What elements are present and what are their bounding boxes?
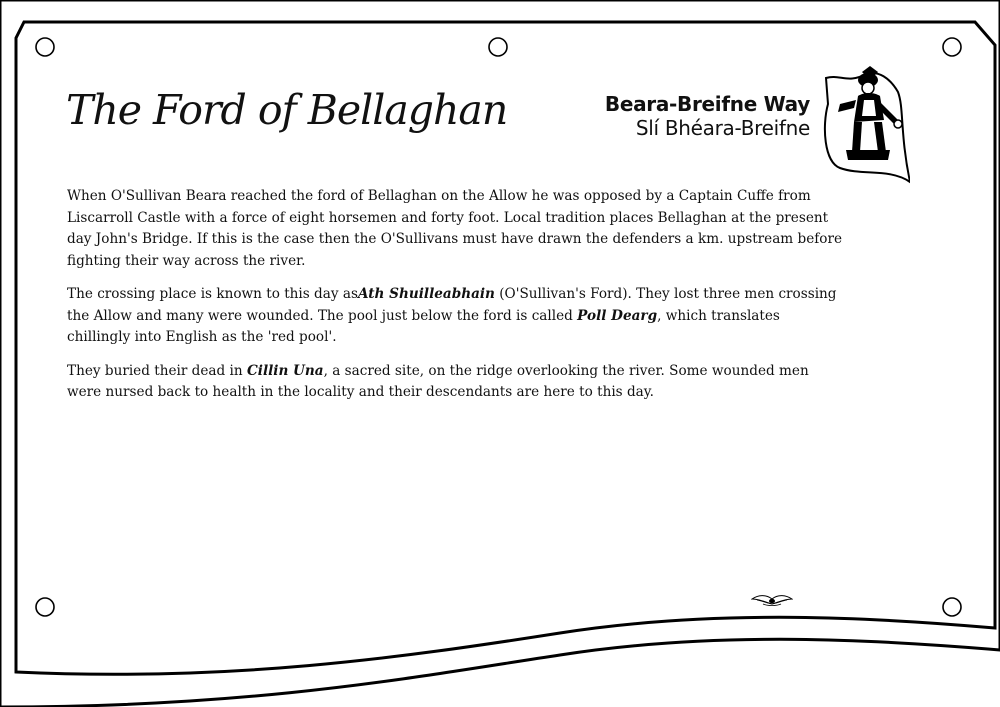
mounting-hole-icon — [943, 38, 961, 56]
paragraph-text: , which translates chillingly into English as the 'red pool'. — [67, 307, 780, 345]
paragraph-2 — [67, 284, 847, 349]
mounting-hole-icon — [36, 598, 54, 616]
brand-name-english: Beara-Breifne Way — [604, 92, 810, 116]
mounting-hole-icon — [36, 38, 54, 56]
paragraph-text: (O'Sullivan's Ford). They lost three men crossing the Allow and many were wounded. The pool just below the ford is called — [67, 286, 837, 324]
place-name-emphasis: Cillin Una — [246, 362, 324, 379]
paragraph-text: , a sacred site, on the ridge overlooking the river. Some wounded men were nursed back to health in the locality and their descendants are here to this day. — [67, 362, 809, 400]
winged-ornament-icon — [751, 592, 793, 608]
place-name-emphasis: Poll Dearg — [577, 307, 658, 324]
place-name-emphasis: Ath Shuilleabhain — [357, 286, 495, 302]
paragraph-1 — [67, 186, 847, 272]
sign-text — [67, 186, 847, 416]
soldier-emblem-icon — [818, 64, 910, 184]
mounting-hole-icon — [943, 598, 961, 616]
paragraph-text: When O'Sullivan Beara reached the ford of Bellaghan on the Allow he was opposed by a Captain Cuffe from Liscarroll Castle with a force of eight horsemen and forty foot. Local tradition places Bellaghan at the present day John's Bridge. If this is the case then the O'Sullivans must have drawn the defenders a km. upstream before fighting their way across the river. — [67, 188, 843, 269]
mounting-hole-icon — [489, 38, 507, 56]
paragraph-3 — [67, 361, 847, 404]
brand-logo — [605, 92, 810, 140]
page-title: The Ford of Bellaghan — [66, 86, 508, 134]
paragraph-text: The crossing place is known to this day as — [67, 286, 358, 302]
paragraph-text: They buried their dead in — [67, 362, 247, 379]
brand-name-irish: Slí Bhéara-Breifne — [635, 116, 810, 140]
